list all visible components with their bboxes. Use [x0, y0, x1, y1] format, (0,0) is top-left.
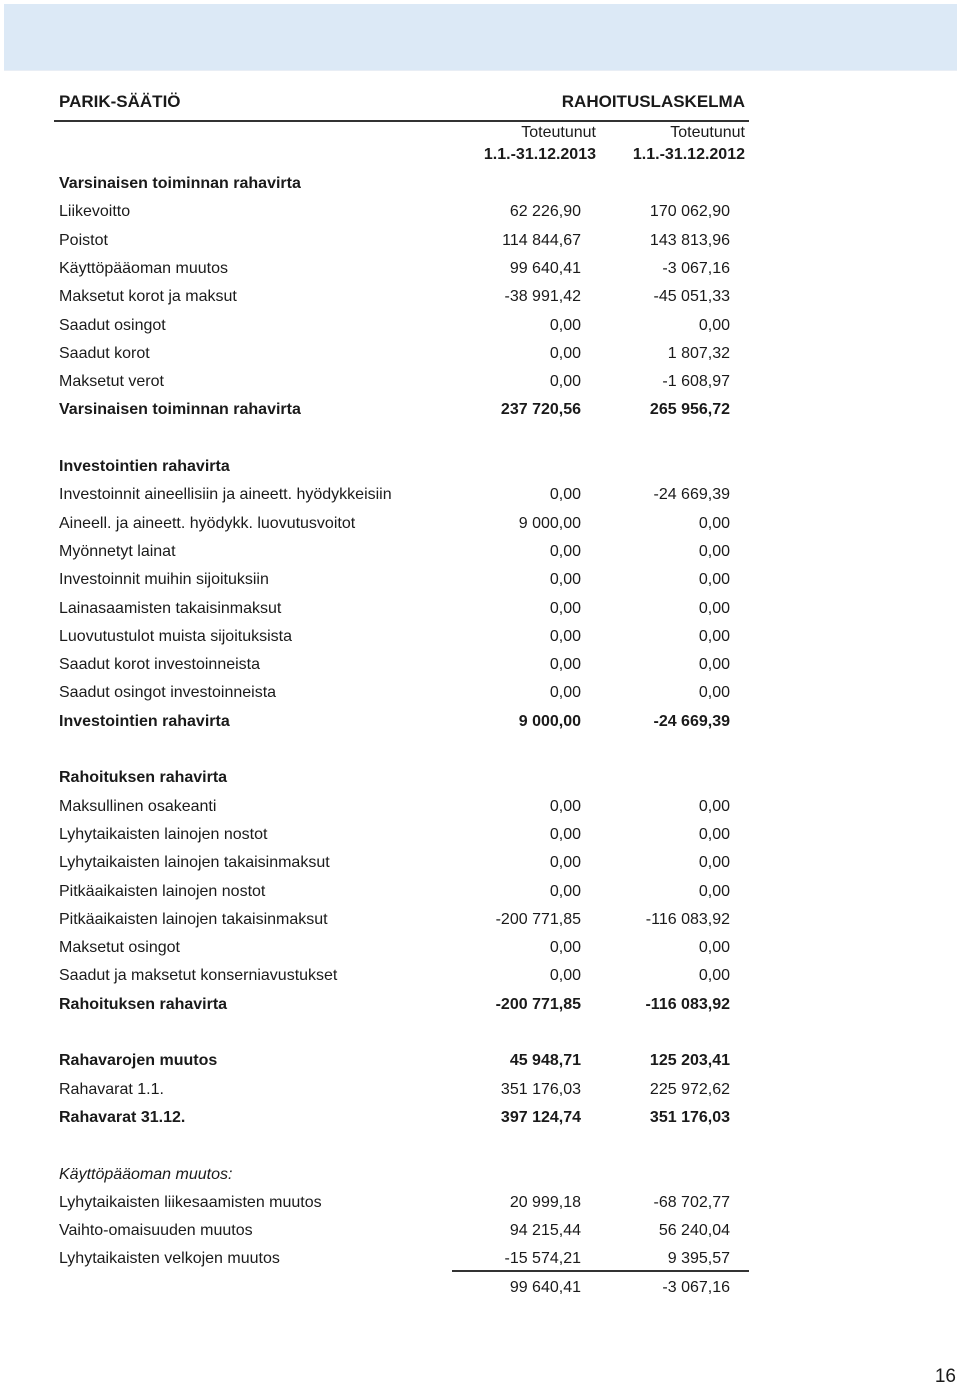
table-row: [0, 962, 960, 990]
table-row: [0, 340, 960, 368]
value-2013: 0,00: [549, 542, 581, 560]
row-label: Varsinaisen toiminnan rahavirta: [59, 175, 301, 192]
value-2012: -116 083,92: [645, 910, 730, 928]
value-2012: -1 608,97: [662, 373, 730, 391]
page-number: 16: [934, 1366, 956, 1387]
row-label: Maksetut korot ja maksut: [59, 288, 237, 306]
row-label: Rahavarat 31.12.: [59, 1108, 186, 1126]
value-2013: 0,00: [549, 882, 581, 900]
table-row: [0, 821, 960, 849]
value-2012: 0,00: [698, 316, 730, 334]
value-2013: 0,00: [549, 797, 581, 815]
organization-name: PARIK-SÄÄTIÖ: [59, 92, 181, 111]
row-label: Maksetut osingot: [59, 939, 180, 957]
value-2012: 1 807,32: [667, 344, 730, 362]
row-label: Pitkäaikaisten lainojen nostot: [59, 882, 266, 900]
table-row: [0, 566, 960, 594]
table-row: [0, 198, 960, 226]
value-2012: -3 067,16: [662, 259, 730, 277]
table-row: [0, 312, 960, 340]
table-row: [0, 1076, 960, 1104]
table-row: [0, 764, 960, 792]
value-2013: 0,00: [549, 373, 581, 391]
value-2013: 99 640,41: [509, 1278, 581, 1296]
value-2013: 0,00: [549, 939, 581, 957]
value-2012: 0,00: [698, 542, 730, 560]
row-label: Saadut korot: [59, 344, 150, 362]
value-2013: 0,00: [549, 571, 581, 589]
table-row: [0, 1274, 960, 1302]
row-label: Liikevoitto: [59, 203, 131, 221]
column-label: Toteutunut: [670, 124, 745, 141]
value-2013: 20 999,18: [509, 1193, 581, 1211]
table-row: [0, 510, 960, 538]
row-label: Myönnetyt lainat: [59, 542, 176, 560]
table-row: [0, 538, 960, 566]
value-2013: 62 226,90: [509, 203, 581, 221]
table-row: [0, 1104, 960, 1132]
table-row: [0, 425, 960, 453]
value-2012: 125 203,41: [649, 1052, 730, 1070]
value-2012: 0,00: [698, 825, 730, 843]
row-label: Investointien rahavirta: [59, 712, 230, 730]
table-row: [0, 481, 960, 509]
value-2013: 9 000,00: [518, 712, 581, 730]
value-2013: 45 948,71: [509, 1052, 581, 1070]
row-label: Lyhytaikaisten velkojen muutos: [59, 1250, 280, 1268]
column-label: Toteutunut: [521, 124, 596, 141]
table-row: [0, 878, 960, 906]
value-2012: 143 813,96: [649, 231, 730, 249]
value-2013: 9 000,00: [518, 514, 581, 532]
row-label: Aineell. ja aineett. hyödykk. luovutusvoitot: [59, 514, 356, 532]
top-banner: [4, 4, 957, 71]
value-2013: 0,00: [549, 344, 581, 362]
value-2012: 0,00: [698, 599, 730, 617]
table-row: [0, 255, 960, 283]
value-2012: 351 176,03: [649, 1108, 730, 1126]
value-2013: -200 771,85: [495, 910, 581, 928]
table-row: [0, 1189, 960, 1217]
table-row: [0, 1047, 960, 1075]
table-row: [0, 1161, 960, 1189]
value-2012: -3 067,16: [662, 1278, 730, 1296]
row-label: Saadut osingot: [59, 316, 166, 334]
row-label: Maksullinen osakeanti: [59, 797, 217, 815]
table-row: [0, 679, 960, 707]
value-2012: 265 956,72: [649, 401, 730, 419]
row-label: Vaihto-omaisuuden muutos: [59, 1222, 253, 1240]
row-label: Rahoituksen rahavirta: [59, 769, 228, 787]
value-2013: 0,00: [549, 684, 581, 702]
row-label: Käyttöpääoman muutos:: [59, 1165, 233, 1183]
column-period: 1.1.-31.12.2013: [483, 146, 596, 163]
row-label: Rahavarojen muutos: [59, 1052, 218, 1070]
document-title: RAHOITUSLASKELMA: [561, 92, 745, 111]
value-2012: 225 972,62: [649, 1080, 730, 1098]
table-row: [0, 991, 960, 1019]
value-2013: 0,00: [549, 825, 581, 843]
table-row: [0, 651, 960, 679]
value-2013: 0,00: [549, 967, 581, 985]
value-2012: -24 669,39: [653, 486, 730, 504]
row-label: Saadut ja maksetut konserniavustukset: [59, 967, 338, 985]
table-row: [0, 1217, 960, 1245]
row-label: Pitkäaikaisten lainojen takaisinmaksut: [59, 910, 328, 928]
value-2012: 170 062,90: [649, 203, 730, 221]
value-2013: 0,00: [549, 486, 581, 504]
value-2012: 9 395,57: [667, 1250, 730, 1268]
column-period: 1.1.-31.12.2012: [632, 146, 745, 163]
value-2012: 0,00: [698, 656, 730, 674]
table-row: [0, 708, 960, 736]
value-2012: -24 669,39: [653, 712, 730, 730]
value-2012: -68 702,77: [653, 1193, 730, 1211]
value-2013: 237 720,56: [500, 401, 581, 419]
value-2013: -200 771,85: [495, 995, 581, 1013]
table-row: [0, 368, 960, 396]
value-2013: 99 640,41: [509, 259, 581, 277]
column-header-2012: [633, 122, 745, 166]
table-row: [0, 1132, 960, 1160]
table-row: [0, 227, 960, 255]
table-row: [0, 934, 960, 962]
value-2013: 397 124,74: [500, 1108, 581, 1126]
value-2012: 0,00: [698, 684, 730, 702]
value-2012: 0,00: [698, 627, 730, 645]
value-2012: 0,00: [698, 939, 730, 957]
value-2012: 0,00: [698, 514, 730, 532]
row-label: Varsinaisen toiminnan rahavirta: [59, 401, 301, 419]
table-row: [0, 1019, 960, 1047]
value-2013: 0,00: [549, 316, 581, 334]
row-label: Saadut korot investoinneista: [59, 656, 261, 674]
value-2012: 0,00: [698, 967, 730, 985]
value-2012: 0,00: [698, 797, 730, 815]
row-label: Lainasaamisten takaisinmaksut: [59, 599, 282, 617]
value-2013: 114 844,67: [502, 231, 581, 249]
row-label: Investoinnit muihin sijoituksiin: [59, 571, 269, 589]
value-2013: 94 215,44: [509, 1222, 581, 1240]
value-2013: -15 574,21: [504, 1250, 581, 1268]
value-2013: 0,00: [549, 854, 581, 872]
table-row: [0, 623, 960, 651]
table-row: [0, 849, 960, 877]
value-2012: 0,00: [698, 571, 730, 589]
row-label: Poistot: [59, 231, 108, 249]
row-label: Lyhytaikaisten lainojen takaisinmaksut: [59, 854, 330, 872]
value-2013: -38 991,42: [504, 288, 581, 306]
row-label: Käyttöpääoman muutos: [59, 259, 228, 277]
table-row: [0, 170, 960, 198]
value-2013: 351 176,03: [500, 1080, 581, 1098]
row-label: Rahavarat 1.1.: [59, 1080, 164, 1098]
value-2013: 0,00: [549, 656, 581, 674]
row-label: Saadut osingot investoinneista: [59, 684, 277, 702]
row-label: Luovutustulot muista sijoituksista: [59, 627, 292, 645]
value-2012: -45 051,33: [653, 288, 730, 306]
row-label: Investointien rahavirta: [59, 458, 230, 475]
table-row: [0, 793, 960, 821]
table-row: [0, 283, 960, 311]
row-label: Lyhytaikaisten lainojen nostot: [59, 825, 268, 843]
value-2012: 0,00: [698, 882, 730, 900]
subtotal-rule: [452, 1270, 749, 1272]
row-label: Investoinnit aineellisiin ja aineett. hyödykkeisiin: [59, 486, 392, 504]
value-2013: 0,00: [549, 599, 581, 617]
row-label: Lyhytaikaisten liikesaamisten muutos: [59, 1193, 322, 1211]
table-row: [0, 453, 960, 481]
value-2012: 56 240,04: [658, 1222, 730, 1240]
row-label: Maksetut verot: [59, 373, 164, 391]
column-header-2013: [484, 122, 596, 166]
value-2012: 0,00: [698, 854, 730, 872]
value-2013: 0,00: [549, 627, 581, 645]
table-row: [0, 736, 960, 764]
value-2012: -116 083,92: [645, 995, 730, 1013]
table-row: [0, 396, 960, 424]
table-row: [0, 595, 960, 623]
row-label: Rahoituksen rahavirta: [59, 995, 228, 1013]
table-row: [0, 906, 960, 934]
